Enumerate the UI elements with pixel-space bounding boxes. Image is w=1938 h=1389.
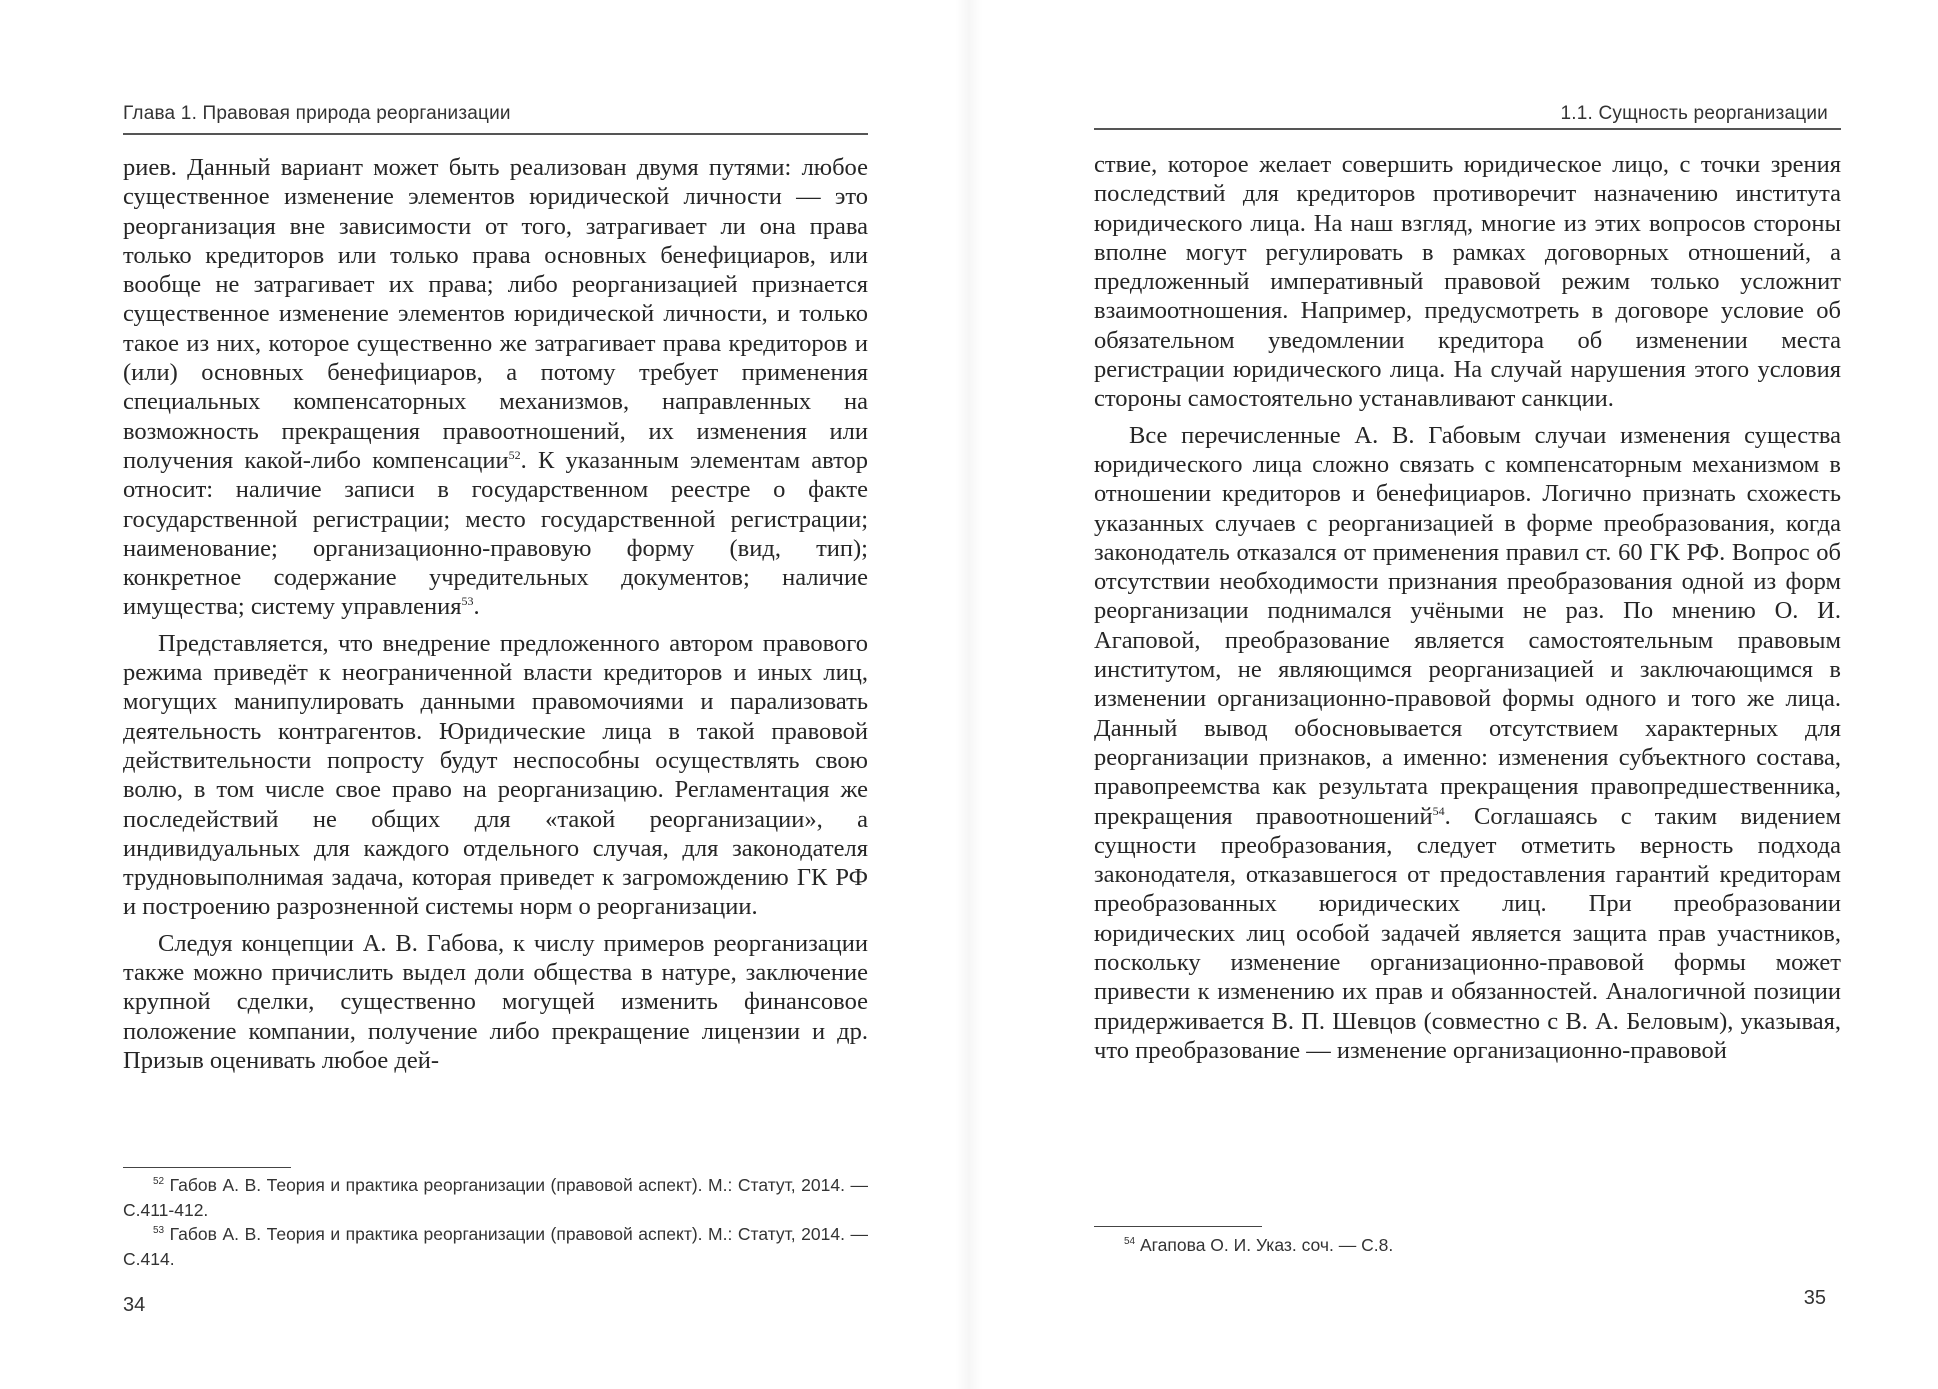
footnote-ref-54[interactable]: 54 xyxy=(1432,803,1445,818)
left-footnotes xyxy=(123,1173,868,1271)
left-paragraph-2: Представляется, что внедрение предложенного автором правового режима приведёт к неограниченной власти кредиторов и иных лиц, могущих манипулировать данными правомочиями и парализовать деятельность контрагентов. Юридические лица в такой правовой действительности попросту будут неспособны осуществлять свою волю, в том числе свое право на реорганизацию. Регламентация же последействий не общих для «такой реорганизации», а индивидуальных для каждого отдельного случая, для законодателя трудновыполнимая задача, которая приведет к загромождению ГК РФ и построению разрозненной системы норм о реорганизации. xyxy=(123,629,868,921)
footnote-text: Габов А. В. Теория и практика реорганизации (правовой аспект). М.: Статут, 2014. — С.414. xyxy=(123,1224,868,1269)
right-header-rule xyxy=(1094,128,1841,130)
left-body-text xyxy=(123,153,868,1075)
right-running-head: 1.1. Сущность реорганизации xyxy=(1560,103,1828,124)
right-paragraph-2 xyxy=(1094,421,1841,1066)
paragraph-text: риев. Данный вариант может быть реализован двумя путями: любое существенное изменение элементов юридической личности — это реорганизация вне зависимости от того, затрагивает ли она права только кредиторов или только права основных бенефициаров, или вообще не затрагивает их права; либо реорганизацией признается существенное изменение элементов юридической личности, и только такое из них, которое существенно же затрагивает права кредиторов и (или) основных бенефициаров, а потому требует применения специальных компенсаторных механизмов, направленных на возможность прекращения правоотношений, их изменения или получения какой-либо компенсации xyxy=(123,154,868,474)
footnote-number: 53 xyxy=(153,1225,165,1237)
left-running-head: Глава 1. Правовая природа реорганизации xyxy=(123,103,511,124)
footnote-text: Габов А. В. Теория и практика реорганизации (правовой аспект). М.: Статут, 2014. — С.411-412. xyxy=(123,1175,868,1220)
footnote-52 xyxy=(123,1173,868,1222)
left-footnote-rule xyxy=(123,1167,291,1168)
right-footnote-rule xyxy=(1094,1226,1262,1227)
paragraph-text: . Соглашаясь с таким видением сущности преобразования, следует отметить верность подхода законодателя, отказавшегося от предоставления гарантий кредиторам преобразованных юридических лиц. При преобразовании юридических лиц особой задачей является защита прав участников, поскольку изменение организационно-правовой формы может привести к изменению их прав и обязанностей. Аналогичной позиции придерживается В. П. Шевцов (совместно с В. А. Беловым), указывая, что преобразование — изменение организационно-правовой xyxy=(1094,802,1842,1064)
paragraph-text: . К указанным элементам автор относит: наличие записи в государственном реестре о факте государственной регистрации; место государственной регистрации; наименование; организационно-правовую форму (вид, тип); конкретное содержание учредительных документов; наличие имущества; систему управления xyxy=(123,446,868,621)
right-page-number: 35 xyxy=(1803,1287,1826,1309)
right-page xyxy=(969,0,1938,1389)
footnote-text: Агапова О. И. Указ. соч. — С.8. xyxy=(1140,1235,1394,1255)
left-paragraph-1 xyxy=(123,153,868,622)
footnote-ref-53[interactable]: 53 xyxy=(461,594,474,609)
left-header-rule xyxy=(123,133,868,135)
right-paragraph-1: ствие, которое желает совершить юридическое лицо, с точки зрения последствий для кредиторов противоречит назначению института юридического лица. На наш взгляд, многие из этих вопросов стороны вполне могут регулировать в рамках договорных отношений, а предложенный императивный правовой режим только усложнит взаимоотношения. Например, предусмотреть в договоре условие об обязательном уведомлении кредитора об изменении места регистрации юридического лица. На случай нарушения этого условия стороны самостоятельно устанавливают санкции. xyxy=(1094,151,1841,413)
left-paragraph-3: Следуя концепции А. В. Габова, к числу примеров реорганизации также можно причислить выдел доли общества в натуре, заключение крупной сделки, существенно могущей изменить финансовое положение компании, получение либо прекращение лицензии и др. Призыв оценивать любое дей- xyxy=(123,929,868,1074)
right-body-text xyxy=(1094,150,1841,1065)
paragraph-text: . xyxy=(473,593,480,621)
right-footnotes xyxy=(1094,1233,1841,1258)
paragraph-text: Все перечисленные А. В. Габовым случаи изменения существа юридического лица сложно связать с компенсаторным механизмом в отношении кредиторов и бенефициаров. Логично признать схожесть указанных случаев с реорганизацией в форме преобразования, когда законодатель отказался от применения правил ст. 60 ГК РФ. Вопрос об отсутствии необходимости признания преобразования одной из форм реорганизации поднимался учёными не раз. По мнению О. И. Агаповой, преобразование является самостоятельным правовым институтом, не являющимся реорганизацией и заключающимся в изменении организационно-правовой формы одного и того же лица. Данный вывод обосновывается отсутствием характерных для реорганизации признаков, а именно: изменения субъектного состава, правопреемства как результата прекращения правопредшественника, прекращения правоотношений xyxy=(1094,421,1841,830)
left-page-number: 34 xyxy=(123,1294,146,1316)
footnote-53 xyxy=(123,1222,868,1271)
footnote-number: 54 xyxy=(1124,1236,1136,1248)
footnote-number: 52 xyxy=(153,1176,165,1188)
footnote-ref-52[interactable]: 52 xyxy=(508,447,521,462)
footnote-54 xyxy=(1094,1233,1841,1258)
